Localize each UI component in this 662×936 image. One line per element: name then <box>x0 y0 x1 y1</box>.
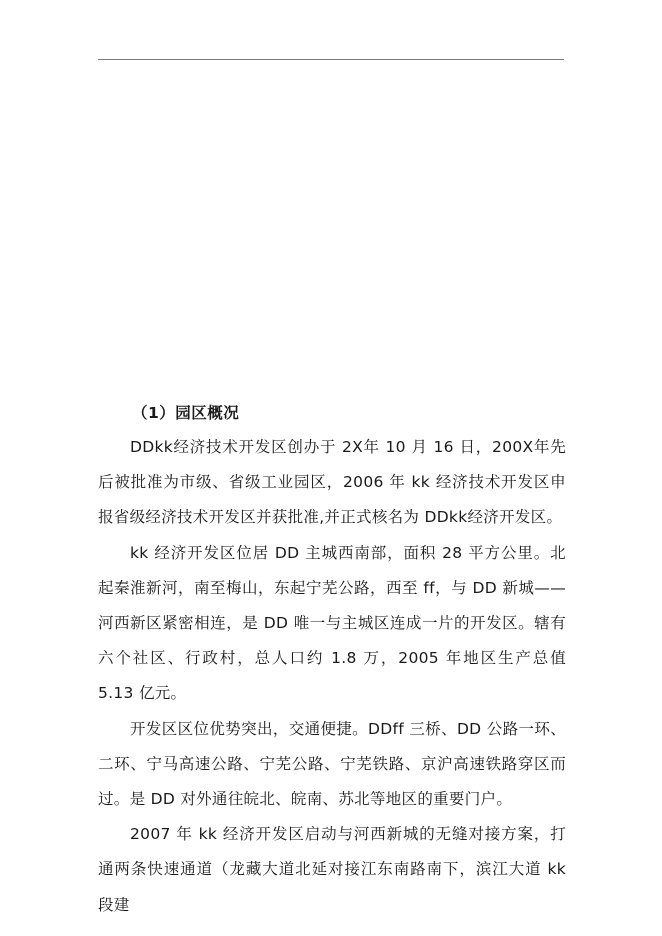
header-rule <box>98 59 564 60</box>
document-body <box>98 396 566 923</box>
paragraph-founding: DDkk经济技术开发区创办于 2X年 10 月 16 日，200X年先后被批准为市级、省级工业园区，2006 年 kk 经济技术开发区申报省级经济技术开发区并获批准,并正式核名为 DDkk经济开发区。 <box>98 438 566 527</box>
paragraph-transport: 开发区区位优势突出，交通便捷。DDff 三桥、DD 公路一环、二环、宁马高速公路、宁芜公路、宁芜铁路、京沪高速铁路穿区而过。是 DD 对外通往皖北、皖南、苏北等地区的重要门户。 <box>98 719 566 809</box>
paragraph-location: kk 经济开发区位居 DD 主城西南部，面积 28 平方公里。北起秦淮新河，南至梅山，东起宁芜公路，西至 ff，与 DD 新城——河西新区紧密相连，是 DD 唯一与主城区连成一片的开发区。辖有六个社区、行政村，总人口约 1.8 万，2005 年地区生产总值 5.13 亿元。 <box>98 543 566 703</box>
paragraph-integration: 2007 年 kk 经济开发区启动与河西新城的无缝对接方案，打通两条快速通道（龙藏大道北延对接江东南路南下，滨江大道 kk 段建 <box>98 825 566 914</box>
section-heading: （1）园区概况 <box>132 404 240 422</box>
